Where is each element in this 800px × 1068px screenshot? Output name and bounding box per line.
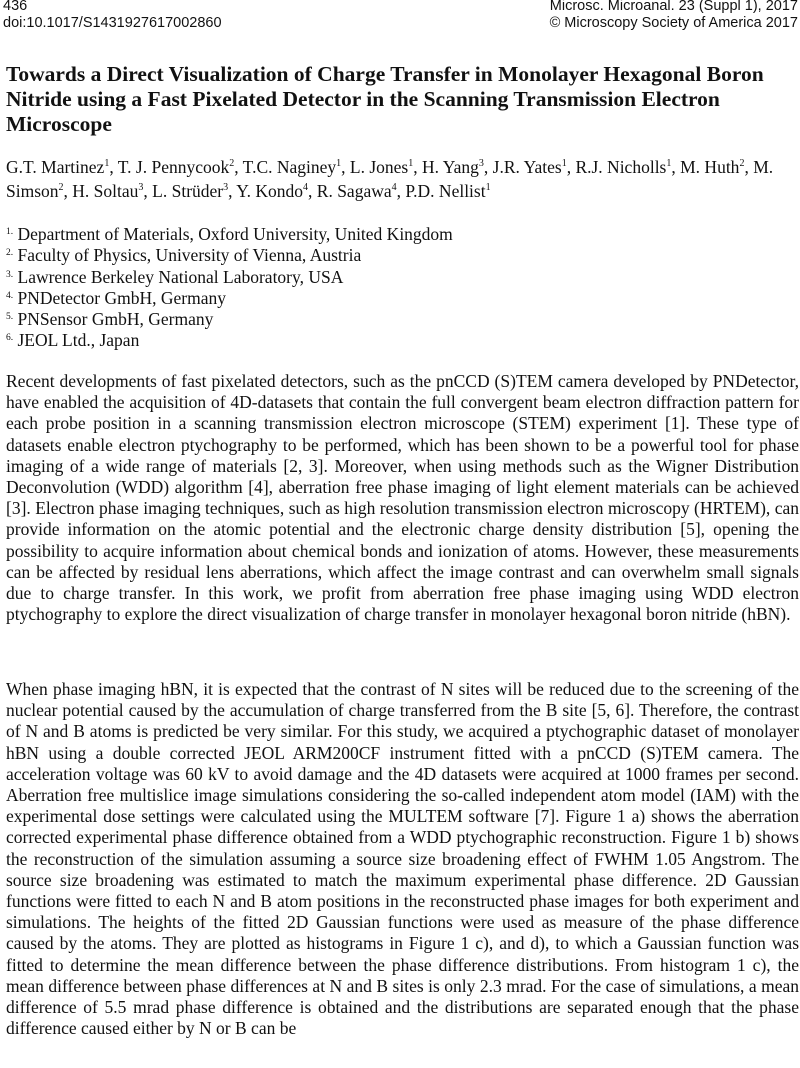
author-name: M. Simson — [6, 157, 774, 201]
author-affiliation-mark: 1 — [666, 158, 672, 169]
header-right — [550, 0, 798, 32]
author-affiliation-mark: 2 — [229, 158, 235, 169]
author-name: H. Yang — [421, 157, 479, 177]
author-name: R. Sagawa — [316, 181, 392, 201]
affiliation-item — [6, 288, 796, 309]
affiliation-mark: 3. — [6, 269, 14, 280]
affiliation-mark: 1. — [6, 227, 14, 237]
affiliation-mark: 2. — [6, 248, 14, 259]
author-name: J.R. Yates — [492, 157, 562, 177]
affiliation-text: Faculty of Physics, University of Vienna, Austria — [13, 245, 362, 266]
author-affiliation-mark: 1 — [485, 182, 491, 193]
author-affiliation-mark: 1 — [104, 158, 110, 169]
author-affiliation-mark: 2 — [739, 158, 745, 169]
affiliation-text: Department of Materials, Oxford University, United Kingdom — [13, 224, 453, 244]
author-name: T. J. Pennycook — [117, 157, 230, 177]
affiliation-item — [6, 309, 796, 330]
author-affiliation-mark: 4 — [303, 182, 309, 193]
author-name: G.T. Martinez — [6, 157, 105, 177]
author-affiliation-mark: 4 — [391, 182, 397, 193]
affiliation-item — [6, 267, 796, 288]
page-header — [0, 0, 800, 36]
author-name: M. Huth — [680, 157, 740, 177]
page-number: 436 — [3, 0, 28, 14]
author-affiliation-mark: 1 — [561, 158, 567, 169]
author-affiliation-mark: 1 — [408, 158, 414, 169]
author-name: H. Soltau — [72, 181, 139, 201]
author-affiliation-mark: 1 — [336, 158, 342, 169]
affiliation-list — [6, 224, 796, 352]
affiliation-mark: 4. — [6, 290, 14, 301]
journal-citation: Microsc. Microanal. 23 (Suppl 1), 2017 — [549, 0, 798, 14]
affiliation-item — [6, 224, 796, 245]
author-affiliation-mark: 3 — [478, 158, 484, 169]
author-name: R.J. Nicholls — [575, 157, 667, 177]
copyright-notice: © Microscopy Society of America 2017 — [549, 15, 798, 31]
header-left — [3, 0, 222, 32]
author-affiliation-mark: 2 — [58, 182, 64, 193]
affiliation-text: PNDetector GmbH, Germany — [13, 287, 226, 308]
affiliation-text: Lawrence Berkeley National Laboratory, USA — [13, 266, 344, 287]
body-paragraph-1: Recent developments of fast pixelated detectors, such as the pnCCD (S)TEM camera developed by PNDetector, have enabled the acquisition of 4D-datasets that contain the full convergent beam electron diffraction pattern for each probe position in a scanning transmission electron microscope (STEM) experiment [1]. These type of datasets enable electron ptychography to be performed, which has been shown to be a powerful tool for phase imaging of a wide range of materials [2, 3]. Moreover, when using methods such as the Wigner Distribution Deconvolution (WDD) algorithm [4], aberration free phase imaging of light element materials can be achieved [3]. Electron phase imaging techniques, such as high resolution transmission electron microscopy (HRTEM), can provide information on the atomic potential and the electronic charge density distribution [5], opening the possibility to acquire information about chemical bonds and ionization of atoms. However, these measurements can be affected by residual lens aberrations, which affect the image contrast and can overwhelm small signals due to charge transfer. In this work, we profit from aberration free phase imaging using WDD electron ptychography to explore the direct visualization of charge transfer in monolayer hexagonal boron nitride (hBN). — [6, 371, 799, 625]
affiliation-item — [6, 330, 796, 351]
doi-link[interactable]: doi:10.1017/S1431927617002860 — [3, 15, 222, 31]
author-list: G.T. Martinez$^1$, T. J. Pennycook$^2$, T.C. Naginey$^1$, L. Jones$^1$, H. Yang$^3$, J.R. Yates$^1$, R.J. Nicholls$^1$, M. Huth$^2$, M. Simson$^2$, H. Soltau$^3$, L. Strüder$^3$, Y. Kondo$^4$, R. Sagawa$^4$, P.D. Nellist$^1$ — [6, 157, 774, 201]
affiliation-item — [6, 245, 796, 266]
author-name: L. Jones — [349, 157, 409, 177]
affiliation-text: JEOL Ltd., Japan — [13, 330, 140, 351]
paper-title: Towards a Direct Visualization of Charge Transfer in Monolayer Hexagonal Boron Nitride using a Fast Pixelated Detector in the Scanning Transmission Electron Microscope — [6, 62, 764, 136]
affiliation-mark: 5. — [6, 312, 14, 323]
affiliation-text: PNSensor GmbH, Germany — [13, 309, 214, 330]
author-affiliation-mark: 3 — [223, 182, 229, 193]
author-affiliation-mark: 3 — [138, 182, 144, 193]
author-name: L. Strüder — [152, 181, 224, 201]
author-name: Y. Kondo — [236, 181, 304, 201]
affiliation-mark: 6. — [6, 333, 14, 344]
author-name: T.C. Naginey — [242, 157, 337, 177]
body-paragraph-2: When phase imaging hBN, it is expected that the contrast of N sites will be reduced due to the screening of the nuclear potential caused by the accumulation of charge transferred from the B site [5, 6]. Therefore, the contrast of N and B atoms is predicted be very similar. For this study, we acquired a ptychographic dataset of monolayer hBN using a double corrected JEOL ARM200CF instrument fitted with a pnCCD (S)TEM camera. The acceleration voltage was 60 kV to avoid damage and the 4D datasets were acquired at 1000 frames per second. Aberration free multislice image simulations considering the so-called independent atom model (IAM) with the experimental dose settings were calculated using the MULTEM software [7]. Figure 1 a) shows the aberration corrected experimental phase difference obtained from a WDD ptychographic reconstruction. Figure 1 b) shows the reconstruction of the simulation assuming a source size broadening effect of FWHM 1.05 Angstrom. The source size broadening was estimated to match the maximum experimental phase difference. 2D Gaussian functions were fitted to each N and B atom positions in the reconstructed phase images for both experiment and simulations. The heights of the fitted 2D Gaussian functions were used as measure of the phase difference caused by the atoms. They are plotted as histograms in Figure 1 c), and d), to which a Gaussian function was fitted to determine the mean difference between the phase difference distributions. From histogram 1 c), the mean difference between phase differences at N and B sites is only 2.3 mrad. For the case of simulations, a mean difference of 5.5 mrad phase difference is obtained and the distributions are separated enough that the phase difference caused either by N or B can be — [6, 679, 799, 1039]
author-name: P.D. Nellist — [405, 181, 486, 201]
